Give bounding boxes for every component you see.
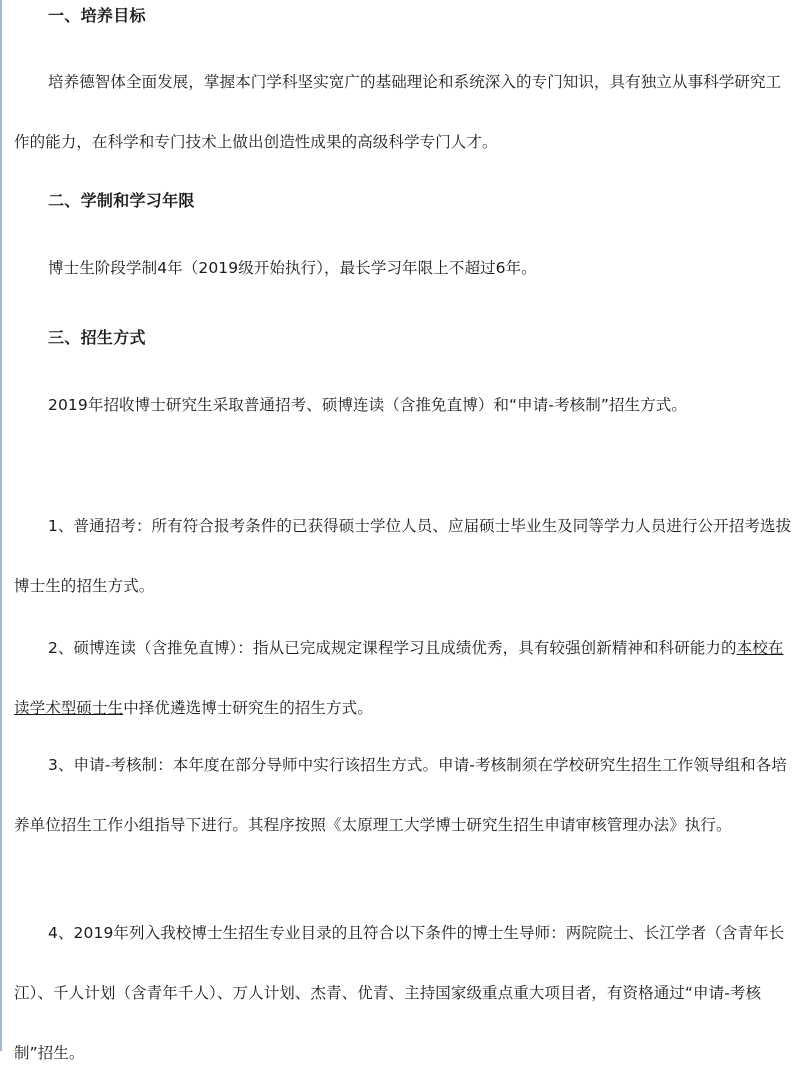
paragraph-admission-intro: 2019年招收博士研究生采取普通招考、硕博连读（含推免直博）和“申请-考核制”招生方式。: [48, 396, 688, 414]
item-2-text-start: 2、硕博连读（含推免直博）：指从已完成规定课程学习且成绩优秀，具有较强创新精神和科研能力的: [48, 639, 737, 657]
paragraph-training-goal: 培养德智体全面发展，掌握本门学科坚实宽广的基础理论和系统深入的专门知识，具有独立从事科学研究工作的能力，在科学和专门技术上做出创造性成果的高级科学专门人才。: [14, 73, 782, 151]
section-heading-duration: 二、学制和学习年限: [48, 191, 195, 210]
underlined-phrase: 本校在读学术型硕士生: [14, 639, 784, 717]
paragraph-duration: 博士生阶段学制4年（2019级开始执行），最长学习年限上不超过6年。: [48, 259, 537, 277]
paragraph-admission-item-1: 1、普通招考：所有符合报考条件的已获得硕士学位人员、应届硕士毕业生及同等学力人员进行公开招考选拔博士生的招生方式。: [14, 517, 792, 595]
paragraph-admission-item-3: 3、申请-考核制：本年度在部分导师中实行该招生方式。申请-考核制须在学校研究生招生工作领导组和各培养单位招生工作小组指导下进行。其程序按照《太原理工大学博士研究生招生申请审核管理办法》执行。: [14, 756, 787, 834]
item-2-text-end: 中择优遴选博士研究生的招生方式。: [123, 699, 373, 717]
paragraph-admission-item-2: [14, 618, 786, 738]
section-heading-training-goal: 一、培养目标: [48, 6, 146, 25]
section-heading-admission: 三、招生方式: [48, 328, 146, 347]
left-border-rule: [0, 0, 2, 1051]
paragraph-admission-item-4: 4、2019年列入我校博士生招生专业目录的且符合以下条件的博士生导师：两院院士、长江学者（含青年长江）、千人计划（含青年千人）、万人计划、杰青、优青、主持国家级重点重大项目者，有资格通过“申请-考核制”招生。: [14, 924, 785, 1062]
